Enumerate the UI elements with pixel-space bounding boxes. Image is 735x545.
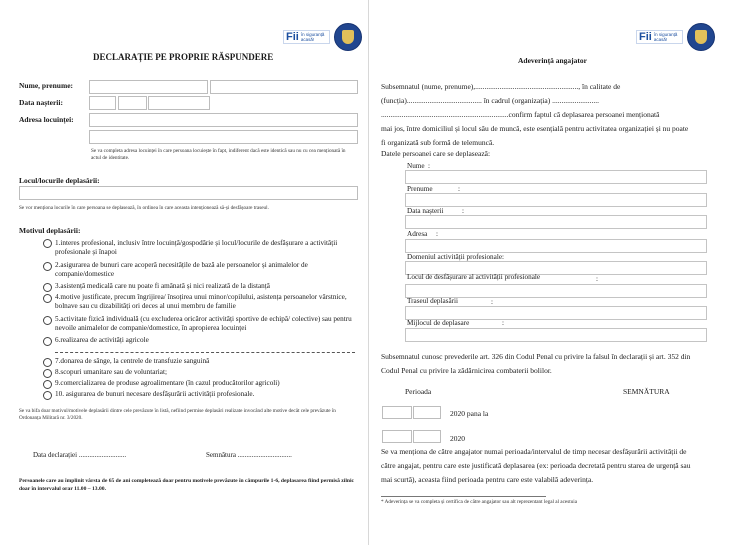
field-label-mijlocul: Mijlocul de deplasare	[407, 319, 470, 327]
motiv-text-7: 7.donarea de sânge, la centrele de transfuzie sanguină	[55, 357, 210, 365]
datele-label: Datele persoanei care se deplasează:	[381, 149, 491, 158]
end-day-input[interactable]	[382, 430, 412, 443]
field-input-mijlocul[interactable]	[405, 328, 707, 342]
fii-logo-right: Fii în siguranță acasă!	[636, 30, 683, 44]
motiv-text-8: 8.scopuri umanitare sau de voluntariat;	[55, 368, 167, 376]
motiv-radio-8[interactable]	[43, 369, 52, 378]
nume-label: Nume, prenume:	[19, 81, 74, 90]
field-input-adresa[interactable]	[405, 239, 707, 253]
motiv-radio-10[interactable]	[43, 391, 52, 400]
page-title: DECLARAȚIE PE PROPRIE RĂSPUNDERE	[93, 52, 274, 62]
government-crest-icon-right	[687, 23, 715, 51]
adresa-label: Adresa locuinței:	[19, 115, 74, 124]
locul-input[interactable]	[19, 186, 358, 200]
motiv-radio-4[interactable]	[43, 294, 52, 303]
field-label-nume: Nume	[407, 162, 425, 170]
footer-note: Persoanele care au împlinit vârsta de 65 de ani completează doar pentru motivele prevăzute în câmpurile 1-6, deplasarea fiind permisă zilnic doar în intervalul orar 11.00 – 13.00.	[19, 478, 355, 492]
motiv-radio-2[interactable]	[43, 262, 52, 271]
separator-line	[55, 352, 355, 353]
data-nasterii-label: Data nașterii:	[19, 98, 63, 107]
nume-input[interactable]	[89, 80, 208, 94]
motiv-text-6: 6.realizarea de activități agricole	[55, 336, 149, 344]
adresa-input-1[interactable]	[89, 113, 358, 127]
certificate-title: Adeverință angajator	[518, 56, 587, 65]
motiv-text-5: 5.activitate fizică individuală (cu excluderea oricăror activități sportive de echipă/ colective) sau pentru nevoile animalelor de companie/domestice, în apropierea locuinței	[55, 315, 352, 332]
semnatura-right: SEMNĂTURA	[623, 387, 670, 396]
field-label-prenume: Prenume	[407, 185, 433, 193]
birth-month-input[interactable]	[118, 96, 147, 110]
adresa-input-2[interactable]	[89, 130, 358, 144]
motive-note: Se va bifa doar motivul/motivele deplasării dintre cele prevăzute în listă, nefiind permise deplasări realizate invocând alte motive decât cele prevăzute în Ordonanța Militară nr. 3/2020.	[19, 408, 336, 421]
motiv-radio-9[interactable]	[43, 380, 52, 389]
birth-day-input[interactable]	[89, 96, 116, 110]
start-day-input[interactable]	[382, 406, 412, 419]
end-month-input[interactable]	[413, 430, 441, 443]
pana-la-text: 2020 pana la	[450, 409, 489, 418]
motivul-label: Motivul deplasării:	[19, 226, 81, 235]
fii-logo: Fii în siguranță acasă!	[283, 30, 330, 44]
perioada-label: Perioada	[405, 387, 432, 396]
motiv-text-1: 1.interes profesional, inclusiv între locuință/gospodărie și locul/locurile de desfășurare a activității profesionale și înapoi	[55, 239, 338, 256]
field-label-domeniul: Domeniul activității profesionale:	[407, 253, 505, 261]
motiv-radio-3[interactable]	[43, 283, 52, 292]
motiv-radio-6[interactable]	[43, 337, 52, 346]
footnote-rule	[381, 496, 546, 497]
motiv-text-4: 4.motive justificate, precum îngrijirea/ însoțirea unui minor/copilului, asistența persoanelor vârstnice, bolnave sau cu dizabilități ori deces al unui membru de familie	[55, 293, 347, 310]
motiv-radio-1[interactable]	[43, 239, 52, 248]
motiv-text-9: 9.comercializarea de produse agroalimentare (în cazul producătorilor agricoli)	[55, 379, 280, 387]
field-label-traseul: Traseul deplasării	[407, 297, 459, 305]
field-input-nume[interactable]	[405, 170, 707, 184]
data-declaratiei: Data declarației ...........................	[33, 451, 127, 459]
motiv-radio-7[interactable]	[43, 358, 52, 367]
locul-label: Locul/locurile deplasării:	[19, 176, 100, 185]
end-year-text: 2020	[450, 434, 465, 443]
field-label-data-nasterii: Data nașterii	[407, 207, 444, 215]
footnote: * Adeverința se va completa și certifica de către angajator sau alt reprezentant legal al acestuia	[381, 499, 578, 505]
semnatura-left: Semnătura ...............................	[206, 451, 292, 459]
motiv-radio-5[interactable]	[43, 316, 52, 325]
field-label-locul: Locul de desfășurare al activității profesionale	[407, 273, 541, 281]
prenume-input[interactable]	[210, 80, 358, 94]
motiv-text-2: 2.asigurarea de bunuri care acoperă necesitățile de bază ale persoanelor și animalelor de companie/domestice	[55, 261, 308, 278]
header-logos	[283, 23, 362, 51]
adresa-note: Se va completa adresa locuinței în care persoana locuiește în fapt, indiferent dacă este identică sau nu cu cea menționată în actul de identitate.	[91, 148, 346, 161]
motiv-text-10: 10. asigurarea de bunuri necesare desfășurării activității profesionale.	[55, 390, 255, 398]
motiv-text-3: 3.asistență medicală care nu poate fi amânată și nici realizată de la distanță	[55, 282, 270, 290]
government-crest-icon	[334, 23, 362, 51]
field-label-adresa: Adresa	[407, 230, 428, 238]
start-month-input[interactable]	[413, 406, 441, 419]
header-logos-right	[636, 23, 715, 51]
locul-note: Se vor menționa locurile în care persoana se deplasează, în ordinea în care aceasta intenționează să-și desfășoare traseul.	[19, 205, 269, 211]
field-input-prenume[interactable]	[405, 193, 707, 207]
birth-year-input[interactable]	[148, 96, 210, 110]
field-input-data-nasterii[interactable]	[405, 215, 707, 229]
